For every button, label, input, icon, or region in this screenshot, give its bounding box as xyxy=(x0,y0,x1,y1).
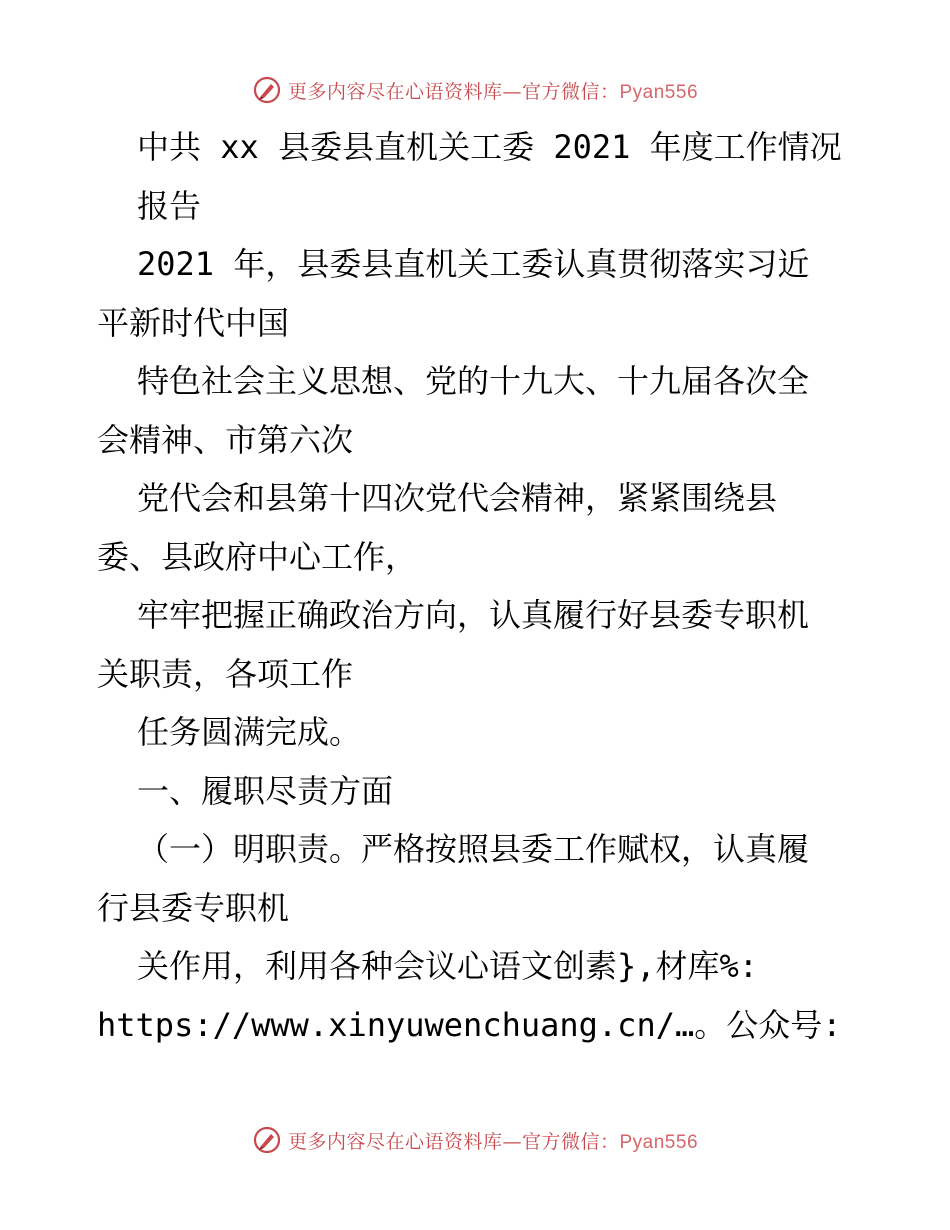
document-title-line-2: 报告 xyxy=(137,186,202,225)
footer-banner xyxy=(0,1120,950,1160)
paragraph-line: 2021 年，县委县直机关工委认真贯彻落实习近 xyxy=(137,245,810,283)
pen-circle-logo-icon xyxy=(252,75,282,105)
paragraph-line: 平新时代中国 xyxy=(97,303,290,342)
document-body xyxy=(97,118,857,1054)
section-heading: 一、履职尽责方面 xyxy=(137,771,394,810)
paragraph-line: 牢牢把握正确政治方向，认真履行好县委专职机 xyxy=(137,596,810,634)
paragraph-line: 行县委专职机 xyxy=(97,888,290,927)
document-title-line-1: 中共 xx 县委县直机关工委 2021 年度工作情况 xyxy=(137,128,842,166)
footer-banner-text xyxy=(288,1127,698,1154)
paragraph-line: 会精神、市第六次 xyxy=(97,420,354,459)
paragraph-line: 关职责，各项工作 xyxy=(97,654,354,693)
paragraph-line: 党代会和县第十四次党代会精神，紧紧围绕县 xyxy=(137,479,778,517)
header-banner-text xyxy=(288,77,698,104)
header-banner xyxy=(0,70,950,110)
url-line: https://www.xinyuwenchuang.cn/…。公众号: xyxy=(97,1005,842,1044)
header-banner-label: 更多内容尽在心语资料库—官方微信： xyxy=(287,80,620,103)
footer-banner-label: 更多内容尽在心语资料库—官方微信： xyxy=(287,1130,620,1153)
paragraph-line: 特色社会主义思想、党的十九大、十九届各次全 xyxy=(137,362,810,400)
paragraph-line: 任务圆满完成。 xyxy=(137,713,362,751)
paragraph-line: 委、县政府中心工作， xyxy=(97,537,418,576)
subsection-line: （一）明职责。严格按照县委工作赋权，认真履 xyxy=(137,830,810,868)
header-banner-account: Pyan556 xyxy=(619,81,699,103)
footer-banner-account: Pyan556 xyxy=(619,1131,699,1153)
paragraph-line: 关作用，利用各种会议心语文创素},材库%: xyxy=(137,947,759,985)
pen-circle-logo-icon xyxy=(252,1125,282,1155)
